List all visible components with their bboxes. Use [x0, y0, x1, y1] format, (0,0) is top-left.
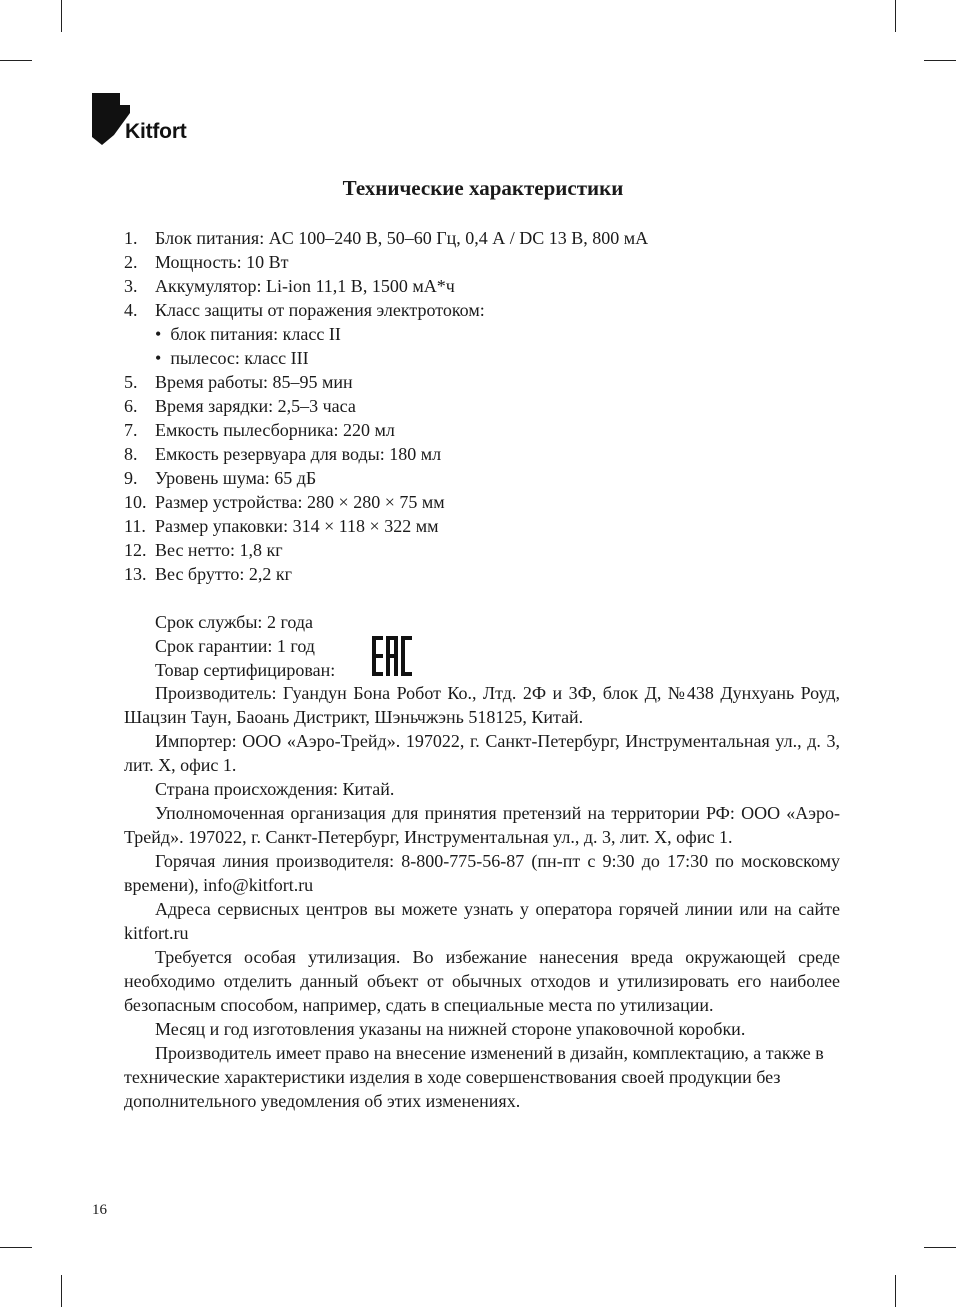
spec-item: 12. Вес нетто: 1,8 кг — [124, 540, 283, 560]
spec-item: 7. Емкость пылесборника: 220 мл — [124, 420, 395, 440]
crop-mark-left-top — [0, 60, 32, 61]
crop-mark-left-bottom — [0, 1247, 32, 1248]
spec-item: 1. Блок питания: AC 100–240 В, 50–60 Гц, 0,4 А / DC 13 В, 800 мА — [124, 228, 649, 248]
brand-wordmark: Kitfort — [125, 120, 187, 143]
spec-item: 13. Вес брутто: 2,2 кг — [124, 564, 292, 584]
spec-item: 11. Размер упаковки: 314 × 118 × 322 мм — [124, 516, 439, 536]
manufacture-date-paragraph: Месяц и год изготовления указаны на нижней стороне упаковочной коробки. — [155, 1019, 746, 1039]
changes-paragraph: Производитель имеет право на внесение изменений в дизайн, комплектацию, а также в технические характеристики изделия в ходе совершенствования своей продукции без дополнительного уведомления об этих изменениях. — [124, 1043, 824, 1111]
spec-item: 5. Время работы: 85–95 мин — [124, 372, 353, 392]
hotline-paragraph: Горячая линия производителя: 8-800-775-56-87 (пн-пт с 9:30 до 17:30 по московскому времени), info@kitfort.ru — [124, 851, 840, 895]
spec-item: 10. Размер устройства: 280 × 280 × 75 мм — [124, 492, 445, 512]
crop-mark-bottom-left — [61, 1275, 62, 1307]
certified-label: Товар сертифицирован: — [155, 660, 336, 680]
service-life: Срок службы: 2 года — [155, 612, 314, 632]
spec-subitem: • пылесос: класс III — [155, 348, 309, 368]
page-title: Технические характеристики — [342, 176, 624, 200]
spec-item: 2. Мощность: 10 Вт — [124, 252, 289, 272]
disposal-paragraph: Требуется особая утилизация. Во избежание нанесения вреда окружающей среде необходимо отделить данный объект от обычных отходов и утилизировать его наиболее безопасным способом, например, сдать в специальные места по утилизации. — [124, 947, 840, 1015]
crop-mark-top-right — [895, 0, 896, 32]
warranty: Срок гарантии: 1 год — [155, 636, 315, 656]
crop-mark-right-top — [924, 60, 956, 61]
service-centers-paragraph: Адреса сервисных центров вы можете узнать у оператора горячей линии или на сайте kitfort.ru — [124, 899, 840, 943]
spec-list — [124, 226, 844, 586]
crop-mark-top-left — [61, 0, 62, 32]
spec-item: 8. Емкость резервуара для воды: 180 мл — [124, 444, 442, 464]
spec-item: 4. Класс защиты от поражения электротоком: — [124, 300, 485, 320]
brand-logo — [92, 93, 202, 145]
spec-subitem: • блок питания: класс II — [155, 324, 341, 344]
importer-paragraph: Импортер: ООО «Аэро-Трейд». 197022, г. Санкт-Петербург, Инструментальная ул., д. 3, лит. Х, офис 1. — [124, 731, 840, 775]
info-paragraphs — [124, 681, 840, 1113]
origin-paragraph: Страна происхождения: Китай. — [155, 779, 395, 799]
spec-item: 9. Уровень шума: 65 дБ — [124, 468, 317, 488]
eac-mark-icon — [372, 636, 412, 676]
page-number: 16 — [92, 1202, 107, 1218]
spec-item: 6. Время зарядки: 2,5–3 часа — [124, 396, 356, 416]
crop-mark-bottom-right — [895, 1275, 896, 1307]
manufacturer-paragraph: Производитель: Гуандун Бона Робот Ко., Лтд. 2Ф и 3Ф, блок Д, №438 Дунхуань Роуд, Шацзин Таун, Баоань Дистрикт, Шэньчжэнь 518125, Китай. — [124, 683, 840, 727]
spec-item: 3. Аккумулятор: Li-ion 11,1 В, 1500 мА*ч — [124, 276, 455, 296]
claims-paragraph: Уполномоченная организация для принятия претензий на территории РФ: ООО «Аэро-Трейд». 197022, г. Санкт-Петербург, Инструментальная ул., д. 3, лит. Х, офис 1. — [124, 803, 840, 847]
crop-mark-right-bottom — [924, 1247, 956, 1248]
